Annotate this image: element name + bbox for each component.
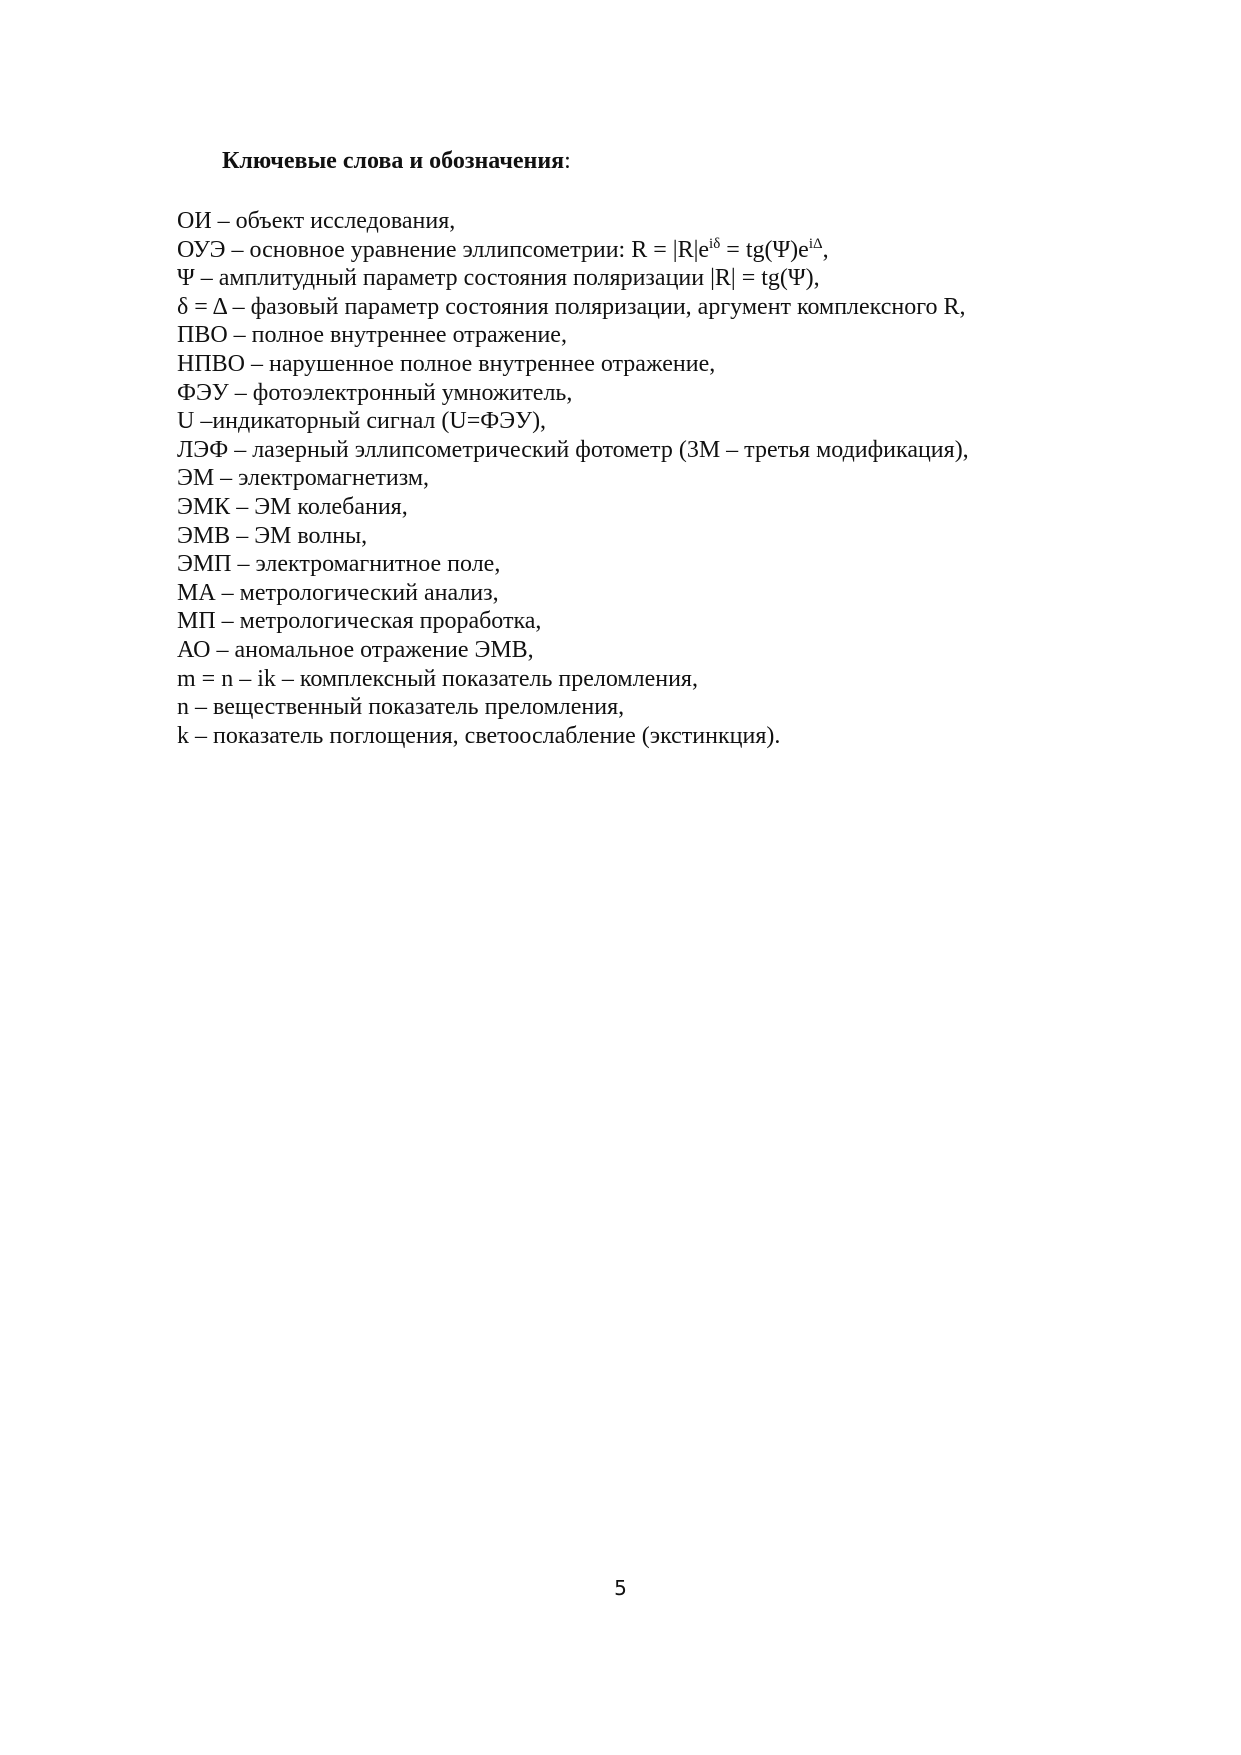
term-oue: ОУЭ – основное уравнение эллипсометрии: $R = |R|e^{i\delta} = tg(\Psi)e^{i\Delta}$,: [177, 235, 829, 263]
heading-colon: :: [564, 148, 571, 174]
term-feu: ФЭУ – фотоэлектронный умножитель,: [177, 379, 573, 406]
terms-list: [177, 207, 969, 750]
term-n: n – вещественный показатель преломления,: [177, 694, 625, 721]
term-oi: ОИ – объект исследования,: [177, 208, 456, 234]
term-em: ЭМ – электромагнетизм,: [177, 465, 430, 492]
term-emp: ЭМП – электромагнитное поле,: [177, 551, 501, 578]
term-mp: МП – метрологическая проработка,: [177, 608, 542, 635]
term-ma: МА – метрологический анализ,: [177, 579, 499, 606]
term-ao: АО – аномальное отражение ЭМВ,: [177, 636, 534, 663]
term-lef: ЛЭФ – лазерный эллипсометрический фотометр (3М – третья модификация),: [177, 436, 969, 463]
term-delta: δ = Δ – фазовый параметр состояния поляризации, аргумент комплексного R,: [177, 293, 966, 320]
term-m: m = n – ik – комплексный показатель преломления,: [177, 665, 698, 692]
term-emv: ЭМВ – ЭМ волны,: [177, 522, 368, 549]
term-psi: Ψ – амплитудный параметр состояния поляризации |R| = tg(Ψ),: [177, 265, 820, 292]
term-u: U –индикаторный сигнал (U=ФЭУ),: [177, 408, 547, 435]
term-npvo: НПВО – нарушенное полное внутреннее отражение,: [177, 350, 716, 377]
term-emk: ЭМК – ЭМ колебания,: [177, 493, 408, 520]
section-heading: [222, 147, 571, 175]
term-k: k – показатель поглощения, светоослабление (экстинкция).: [177, 722, 781, 749]
page-number: 5: [614, 1576, 627, 1600]
term-pvo: ПВО – полное внутреннее отражение,: [177, 322, 567, 349]
heading-title: Ключевые слова и обозначения: [222, 148, 565, 174]
